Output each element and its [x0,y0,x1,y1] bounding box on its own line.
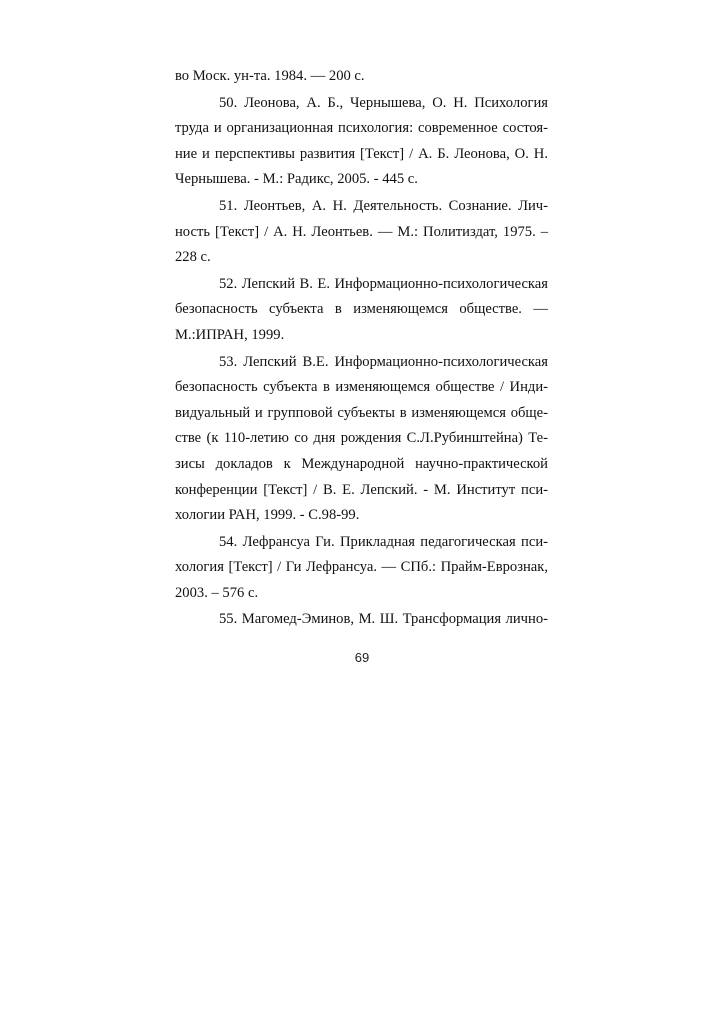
reference-50-line: ние и перспективы развития [Текст] / А. Б. Леонова, О. Н. [175,145,548,162]
reference-54-line: 2003. – 576 с. [175,584,259,601]
reference-50-line: Чернышева. - М.: Радикс, 2005. - 445 с. [175,171,418,188]
reference-54-line: хология [Текст] / Ги Лефрансуа. — СПб.: Прайм-Еврознак, [175,559,548,576]
reference-50-line: 50. Леонова, А. Б., Чернышева, О. Н. Психология [219,94,548,111]
text-line: во Моск. ун-та. 1984. — 200 с. [175,68,365,84]
reference-51-line: ность [Текст] / А. Н. Леонтьев. — М.: Политиздат, 1975. – [175,223,548,240]
reference-53-line: стве (к 110-летию со дня рождения С.Л.Рубинштейна) Те- [175,430,548,447]
reference-50-line: труда и организационная психология: современное состоя- [175,120,548,137]
page-number: 69 [354,650,370,665]
reference-53-line: конференции [Текст] / В. Е. Лепский. - М. Институт пси- [175,481,548,498]
reference-54-line: 54. Лефрансуа Ги. Прикладная педагогическая пси- [219,533,548,550]
reference-53-line: видуальный и групповой субъекты в изменяющемся обще- [175,404,548,421]
reference-53-line: хологии РАН, 1999. - С.98-99. [175,507,360,524]
reference-52-line: безопасность субъекта в изменяющемся обществе. — [175,301,548,318]
reference-53-line: безопасность субъекта в изменяющемся обществе / Инди- [175,379,548,396]
reference-52-line: М.:ИПРАН, 1999. [175,326,285,343]
reference-51-line: 51. Леонтьев, А. Н. Деятельность. Сознание. Лич- [219,197,548,214]
reference-51-line: 228 с. [175,249,211,266]
reference-53-line: зисы докладов к Международной научно-практической [175,455,548,472]
reference-53-line: 53. Лепский В.Е. Информационно-психологическая [219,353,548,370]
reference-55-line: 55. Магомед-Эминов, М. Ш. Трансформация лично- [219,611,548,628]
reference-52-line: 52. Лепский В. Е. Информационно-психологическая [219,275,548,292]
reference-list [175,64,548,633]
